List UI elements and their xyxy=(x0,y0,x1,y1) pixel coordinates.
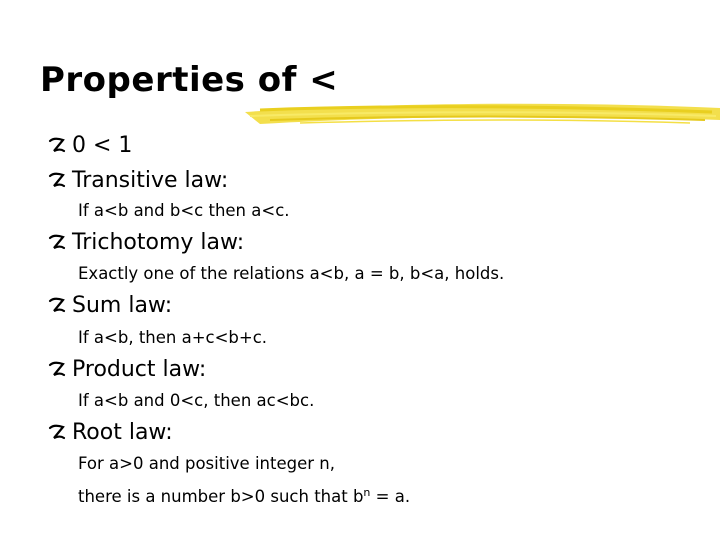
z-shaped-bullet-icon xyxy=(45,169,69,193)
bullet-text: Trichotomy law: xyxy=(72,230,245,255)
exponent-n: n xyxy=(363,486,371,499)
bullet-text: 0 < 1 xyxy=(72,133,133,158)
bullet-item xyxy=(45,415,173,451)
slide-title: Properties of < xyxy=(40,60,339,100)
bullet-item xyxy=(45,128,132,164)
z-shaped-bullet-icon xyxy=(45,231,69,255)
detail-text: there is a number b>0 such that b xyxy=(78,487,364,506)
bullet-text: Product law: xyxy=(72,357,207,382)
bullet-detail: If a<b and b<c then a<c. xyxy=(78,201,290,220)
detail-text: = a. xyxy=(370,487,411,506)
bullet-item xyxy=(45,288,172,324)
z-shaped-bullet-icon xyxy=(45,294,69,318)
bullet-detail: If a<b and 0<c, then ac<bc. xyxy=(78,391,315,410)
bullet-text: Sum law: xyxy=(72,293,173,318)
bullet-item xyxy=(45,163,228,199)
bullet-detail-line2 xyxy=(78,479,410,511)
bullet-text: Root law: xyxy=(72,420,173,445)
bullet-detail: If a<b, then a+c<b+c. xyxy=(78,328,268,347)
z-shaped-bullet-icon xyxy=(45,358,69,382)
bullet-item xyxy=(45,225,244,261)
bullet-text: Transitive law: xyxy=(72,168,229,193)
z-shaped-bullet-icon xyxy=(45,134,69,158)
bullet-detail: For a>0 and positive integer n, xyxy=(78,454,335,473)
bullet-item xyxy=(45,352,206,388)
z-shaped-bullet-icon xyxy=(45,421,69,445)
bullet-detail: Exactly one of the relations a<b, a = b, b<a, holds. xyxy=(78,264,505,283)
